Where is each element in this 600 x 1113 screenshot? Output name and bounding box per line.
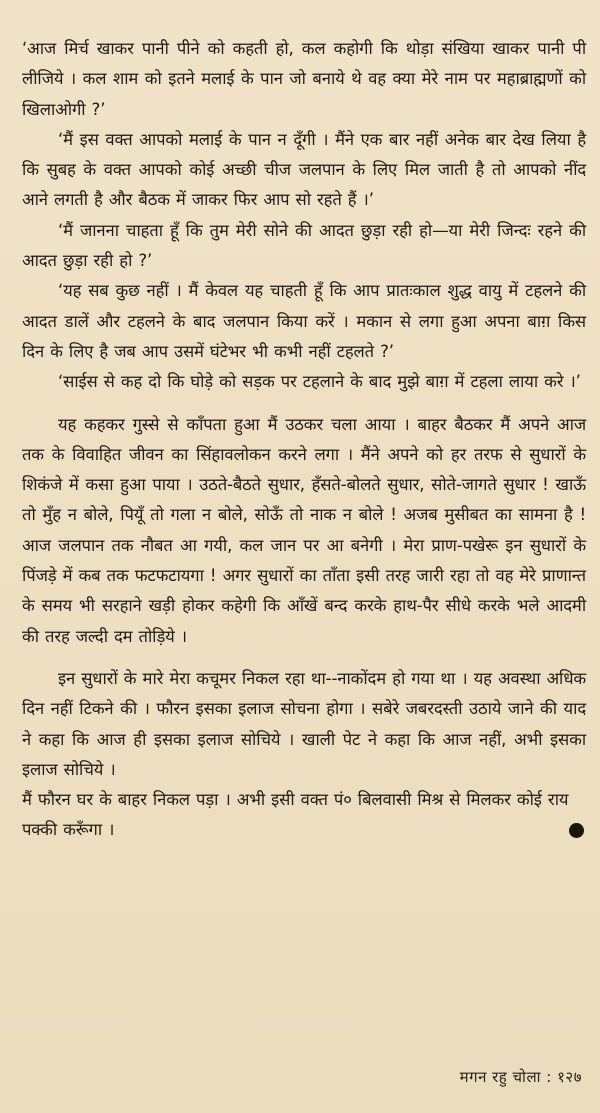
paragraph: मैं फौरन घर के बाहर निकल पड़ा । अभी इसी वक्त पं० बिलवासी मिश्र से मिलकर कोई राय पक्की करूँगा । xyxy=(22,790,569,840)
paragraph: इन सुधारों के मारे मेरा कचूमर निकल रहा था--नाकोंदम हो गया था । यह अवस्था अधिक दिन नहीं टिकने की । फौरन इसका इलाज सोचना होगा । सबेरे जबरदस्ती उठाये जाने की याद ने कहा कि आज ही इसका इलाज सोचिये । खाली पेट ने कहा कि आज नहीं, अभी इसका इलाज सोचिये । xyxy=(22,668,586,779)
paragraph: ‘यह सब कुछ नहीं । मैं केवल यह चाहती हूँ कि आप प्रातःकाल शुद्ध वायु में टहलने की आदत डालें और टहलने के बाद जलपान किया करें । मकान से लगा हुआ अपना बाग़ किस दिन के लिए है जब आप उसमें घंटेभर भी कभी नहीं टहलते ?’ xyxy=(22,281,586,361)
end-bullet-icon xyxy=(569,823,584,838)
paragraph: ‘मैं जानना चाहता हूँ कि तुम मेरी सोने की आदत छुड़ा रही हो—या मेरी जिन्दः रहने की आदत छुड़ा रही हो ?’ xyxy=(22,220,586,271)
final-paragraph xyxy=(22,785,586,846)
paragraph: यह कहकर गुस्से से काँपता हुआ मैं उठकर चला आया । बाहर बैठकर मैं अपने आज तक के विवाहित जीवन का सिंहावलोकन करने लगा । मैंने अपने को हर तरफ से सुधारों के शिकंजे में कसा हुआ पाया । उठते-बैठते सुधार, हँसते-बोलते सुधार, सोते-जागते सुधार ! खाऊँ तो मुँह न बोले, पियूँ तो गला न बोले, सोऊँ तो नाक न बोले ! अजब मुसीबत का सामना है ! आज जलपान तक नौबत आ गयी, कल जान पर आ बनेगी । मेरा प्राण-पखेरू इन सुधारों के पिंजड़े में कब तक फटफटायगा ! अगर सुधारों का ताँता इसी तरह जारी रहा तो वह मेरे प्राणान्त के समय भी सरहाने खड़ी होकर कहेगी कि आँखें बन्द करके हाथ-पैर सीधे करके भले आदमी की तरह जल्दी दम तोड़िये । xyxy=(22,414,586,646)
page-footer: मगन रहु चोला : १२७ xyxy=(459,1068,582,1086)
paragraph: ‘मैं इस वक्त आपको मलाई के पान न दूँगी । मैंने एक बार नहीं अनेक बार देख लिया है कि सुबह के वक्त आपको कोई अच्छी चीज जलपान के लिए मिल जाती है तो आपको नींद आने लगती है और बैठक में जाकर फिर आप सो रहते हैं ।’ xyxy=(22,129,586,210)
paragraph: ‘साईस से कह दो कि घोड़े को सड़क पर टहलाने के बाद मुझे बाग़ में टहला लाया करे ।’ xyxy=(58,372,581,392)
paragraph: ‘आज मिर्च खाकर पानी पीने को कहती हो, कल कहोगी कि थोड़ा संखिया खाकर पानी पी लीजिये । कल शाम को इतने मलाई के पान जो बनाये थे वह क्या मेरे नाम पर महाब्राह्मणों को खिलाओगी ?’ xyxy=(22,39,586,119)
